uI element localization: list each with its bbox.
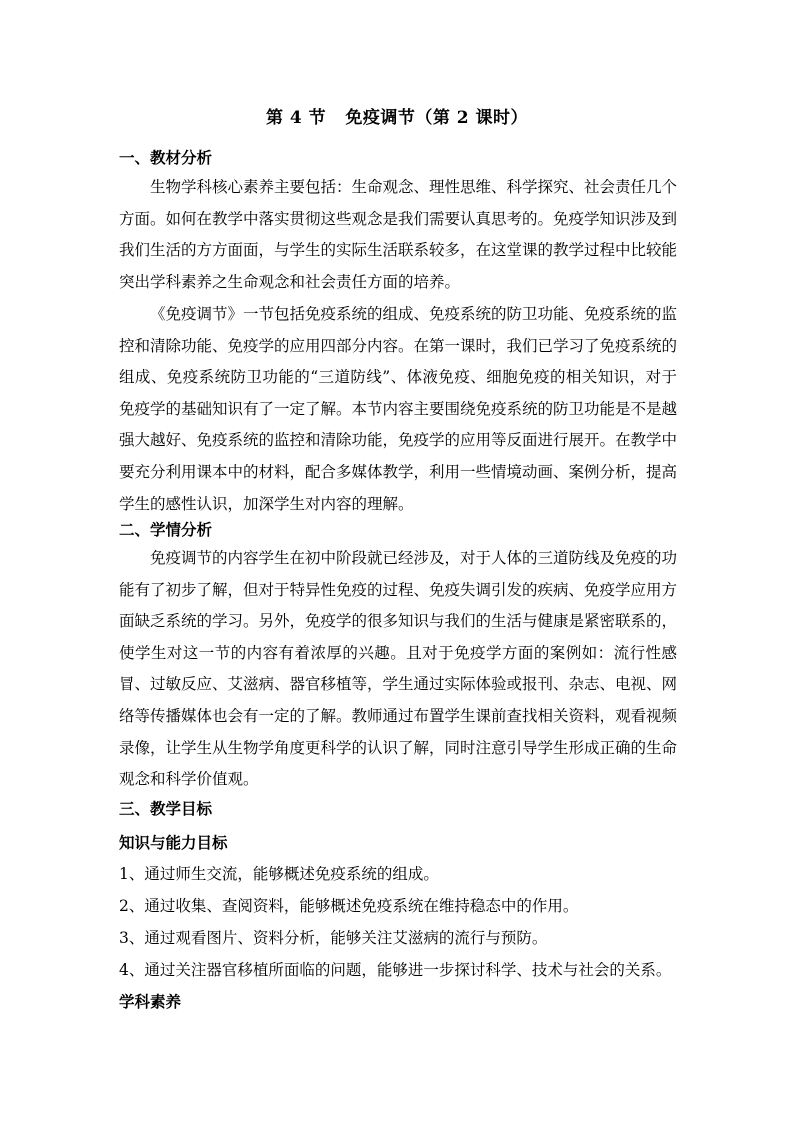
goal-item-3: 3、通过观看图片、资料分析，能够关注艾滋病的流行与预防。 bbox=[119, 929, 548, 947]
goal-item-4: 4、通过关注器官移植所面临的问题，能够进一步探讨科学、技术与社会的关系。 bbox=[119, 961, 672, 979]
section-heading-student-analysis: 二、学情分析 bbox=[119, 520, 213, 539]
section-heading-teaching-goals: 三、教学目标 bbox=[119, 799, 213, 818]
goal-item-2: 2、通过收集、查阅资料，能够概述免疫系统在维持稳态中的作用。 bbox=[119, 897, 579, 915]
subheading-knowledge-ability: 知识与能力目标 bbox=[119, 833, 228, 852]
page-title: 第 4 节 免疫调节（第 2 课时） bbox=[265, 108, 529, 128]
paragraph-student-analysis: 免疫调节的内容学生在初中阶段就已经涉及，对于人体的三道防线及免疫的功能有了初步了解，但对于特异性免疫的过程、免疫失调引发的疾病、免疫学应用方面缺乏系统的学习。另外，免疫学的很多知识与我们的生活与健康是紧密联系的，使学生对这一节的内容有着浓厚的兴趣。且对于免疫学方面的案例如：流行性感冒、过敏反应、艾滋病、器官移植等，学生通过实际体验或报刊、杂志、电视、网络等传播媒体也会有一定的了解。教师通过布置学生课前查找相关资料，观看视频录像，让学生从生物学角度更科学的认识了解，同时注意引导学生形成正确的生命观念和科学价值观。 bbox=[119, 549, 678, 789]
paragraph-lesson-content: 《免疫调节》一节包括免疫系统的组成、免疫系统的防卫功能、免疫系统的监控和清除功能、免疫学的应用四部分内容。在第一课时，我们已学习了免疫系统的组成、免疫系统防卫功能的“三道防线”、体液免疫、细胞免疫的相关知识，对于免疫学的基础知识有了一定了解。本节内容主要围绕免疫系统的防卫功能是不是越强大越好、免疫系统的监控和清除功能，免疫学的应用等反面进行展开。在教学中要充分利用课本中的材料，配合多媒体教学，利用一些情境动画、案例分析，提高学生的感性认识，加深学生对内容的理解。 bbox=[119, 305, 678, 513]
section-heading-textbook-analysis: 一、教材分析 bbox=[119, 148, 213, 167]
paragraph-core-literacy: 生物学科核心素养主要包括：生命观念、理性思维、科学探究、社会责任几个方面。如何在教学中落实贯彻这些观念是我们需要认真思考的。免疫学知识涉及到我们生活的方方面面，与学生的实际生活联系较多，在这堂课的教学过程中比较能突出学科素养之生命观念和社会责任方面的培养。 bbox=[119, 178, 678, 291]
subheading-subject-literacy: 学科素养 bbox=[119, 992, 182, 1011]
goal-item-1: 1、通过师生交流，能够概述免疫系统的组成。 bbox=[119, 865, 439, 883]
